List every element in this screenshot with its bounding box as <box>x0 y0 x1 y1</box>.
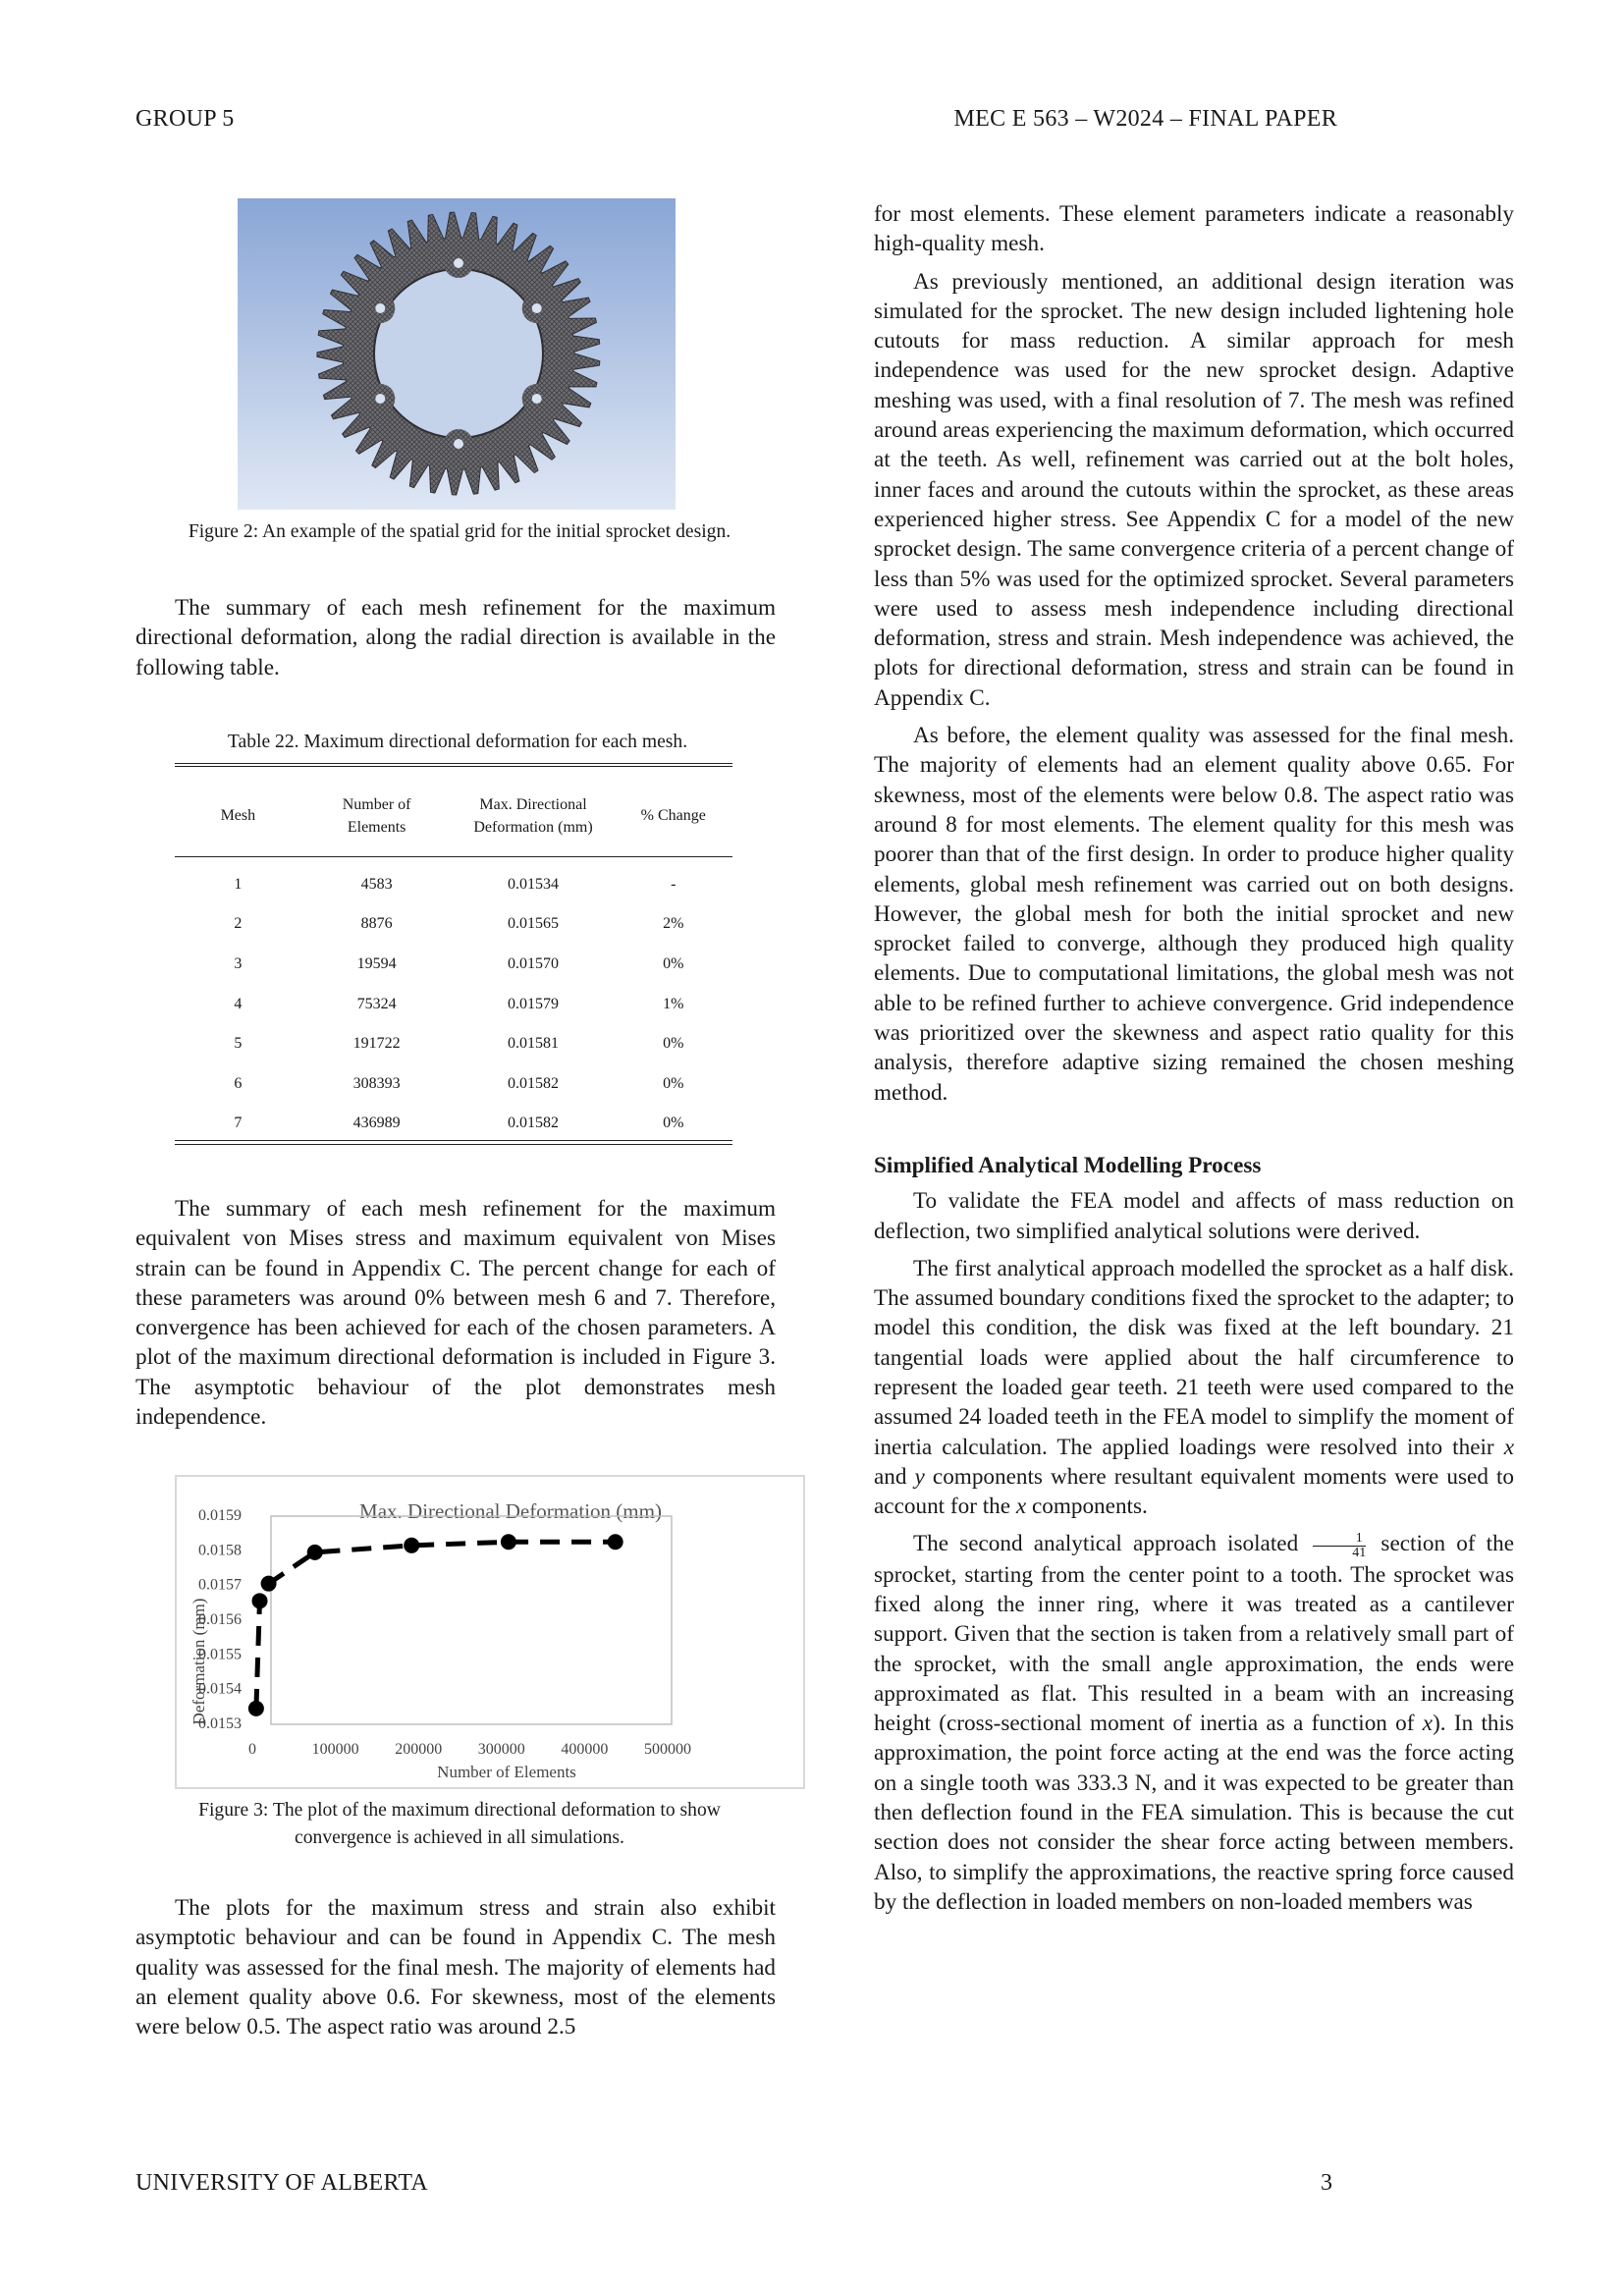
figure3-caption-line1: Figure 3: The plot of the maximum directional deformation to show <box>198 1800 721 1821</box>
paragraph: As before, the element quality was assessed for the final mesh. The majority of elements had an element quality above 0.65. For skewness, most of the elements were below 0.8. The aspect ratio was around 8 for most elements. The element quality for this mesh was poorer than that of the first design. In order to produce higher quality elements, global mesh refinement was carried out on both designs. However, the global mesh for both the initial sprocket and new sprocket failed to converge, although they produced high quality elements. Due to computational limitations, the global mesh was not able to be refined further to achieve convergence. Grid independence was prioritized over the skewness and aspect ratio quality for this analysis, therefore adaptive sizing remained the chosen meshing method. <box>874 723 1514 1106</box>
figure2-caption: Figure 2: An example of the spatial grid for the initial sprocket design. <box>188 521 731 542</box>
fraction <box>1313 1532 1366 1560</box>
chart-title: Max. Directional Deformation (mm) <box>359 1499 662 1523</box>
x-tick-label: 200000 <box>395 1741 443 1758</box>
table-cell: 1% <box>663 995 684 1012</box>
y-tick-label: 0.0156 <box>198 1611 242 1628</box>
table-cell: 2 <box>234 915 243 933</box>
var-x: x <box>1015 1494 1027 1520</box>
text-run: ). In this approximation, the point force acting at the end was the force acting on a single tooth was 333.3 N, and it was expected to be greater than then deflection found in the FEA simulation. This is because the cut section does not consider the shear force acting between members. Also, to simplify the approximations, the reactive spring force caused by the deflection in loaded members on non-loaded members was <box>874 1711 1514 1915</box>
var-x: x <box>1422 1711 1434 1737</box>
table-cell: 0.01581 <box>508 1035 560 1053</box>
data-point <box>608 1534 623 1550</box>
text-run: section of the sprocket, starting from the center point to a tooth. The sprocket was fixed along the inner ring, where it was treated as a cantilever support. Given that the section is taken from a relatively small part of the sprocket, with the small angle approximation, the ends were approximated as flat. This resulted in a beam with an increasing height (cross-sectional moment of inertia as a function of <box>874 1531 1514 1737</box>
header-left: GROUP 5 <box>135 106 235 132</box>
text-run: components where resultant equivalent moments were used to account for the <box>874 1463 1514 1520</box>
table-cell: 191722 <box>352 1035 401 1053</box>
fraction-numerator: 1 <box>1313 1532 1366 1547</box>
table-cell: 0% <box>663 1035 684 1053</box>
paragraph: for most elements. These element parameters indicate a reasonably high-quality mesh. <box>874 201 1514 257</box>
header-elements: Number of Elements <box>342 795 411 836</box>
y-tick-label: 0.0154 <box>198 1680 242 1698</box>
data-point <box>248 1701 264 1716</box>
x-tick-label: 0 <box>248 1741 256 1758</box>
var-y: y <box>914 1463 925 1490</box>
fraction-denominator: 41 <box>1352 1545 1367 1560</box>
table-cell: 0% <box>663 1115 684 1132</box>
y-tick-label: 0.0159 <box>198 1507 242 1524</box>
table-row <box>175 1104 732 1144</box>
text-run: components. <box>1026 1494 1148 1520</box>
chart-ylabel: Deformation (mm) <box>189 1598 208 1725</box>
chart-xlabel: Number of Elements <box>437 1763 576 1781</box>
table-cell: 4 <box>234 995 243 1012</box>
paragraph: The summary of each mesh refinement for the maximum equivalent von Mises stress and maximum equivalent von Mises strain can be found in Appendix C. The percent change for each of these parameters was around 0% between mesh 6 and 7. Therefore, convergence has been achieved for each of the chosen parameters. A plot of the maximum directional deformation is included in Figure 3. The asymptotic behaviour of the plot demonstrates mesh independence. <box>135 1196 776 1431</box>
table22-bottom-rule <box>175 1140 732 1145</box>
table-cell: 0.01565 <box>508 915 560 933</box>
table-row <box>175 984 732 1024</box>
x-tick-label: 100000 <box>311 1741 359 1758</box>
data-point <box>307 1545 323 1560</box>
series-line <box>256 1542 616 1709</box>
left-column-text-2 <box>135 1194 776 1432</box>
table-row <box>175 945 732 985</box>
figure3-caption <box>135 1797 784 1852</box>
x-tick-label: 500000 <box>644 1741 691 1758</box>
header-mesh: Mesh <box>220 807 256 825</box>
table-cell: 75324 <box>356 995 397 1012</box>
table-cell: 4583 <box>360 875 393 893</box>
table-row <box>175 1024 732 1064</box>
y-tick-label: 0.0158 <box>198 1542 242 1559</box>
table-cell: 436989 <box>352 1115 401 1132</box>
bolt-hole <box>375 303 385 313</box>
deformation-chart <box>175 1475 805 1789</box>
bolt-hole <box>454 258 463 268</box>
deformation-chart-svg <box>177 1477 803 1787</box>
table-cell: 2% <box>663 915 684 933</box>
table-cell: 6 <box>234 1074 243 1092</box>
table-row <box>175 904 732 945</box>
paragraph <box>874 1529 1514 1917</box>
header-deformation: Max. Directional Deformation (mm) <box>473 795 593 836</box>
table-cell: 0.01579 <box>508 995 560 1012</box>
header-right: MEC E 563 – W2024 – FINAL PAPER <box>953 106 1337 132</box>
section-heading: Simplified Analytical Modelling Process <box>874 1152 1262 1178</box>
text-run: The second analytical approach isolated <box>913 1531 1310 1557</box>
data-point <box>501 1534 516 1550</box>
data-point <box>404 1538 419 1553</box>
table-cell: 0.01582 <box>508 1115 560 1132</box>
sprocket-mesh-figure <box>238 198 676 510</box>
table-cell: 1 <box>234 875 243 893</box>
table-cell: 19594 <box>356 954 397 972</box>
table-cell: 7 <box>234 1115 243 1132</box>
data-point <box>252 1593 268 1608</box>
var-x: x <box>1503 1434 1514 1460</box>
bolt-hole <box>532 303 542 313</box>
x-tick-label: 300000 <box>477 1741 525 1758</box>
sprocket-inner-hole <box>374 269 543 438</box>
bolt-hole <box>375 394 385 404</box>
paragraph <box>874 1254 1514 1522</box>
table-row <box>175 865 732 905</box>
text-run: The first analytical approach modelled the sprocket as a half disk. The assumed boundary conditions fixed the sprocket to the adapter; to model this condition, the disk was fixed at the left boundary. 21 tangential loads were applied about the half circumference to represent the loaded gear teeth. 21 teeth were used compared to the assumed 24 loaded teeth in the FEA model to simplify the moment of inertia calculation. The applied loadings were resolved into their <box>874 1255 1514 1460</box>
sprocket-mesh-image <box>238 198 676 510</box>
table-row <box>175 1063 732 1104</box>
paragraph: To validate the FEA model and affects of mass reduction on deflection, two simplified analytical solutions were derived. <box>874 1188 1514 1244</box>
y-tick-label: 0.0155 <box>198 1646 242 1663</box>
y-tick-label: 0.0153 <box>198 1715 242 1732</box>
left-column-text-3 <box>135 1893 776 2041</box>
figure3-caption-line2: convergence is achieved in all simulations. <box>295 1827 624 1848</box>
table-cell: 308393 <box>352 1074 401 1092</box>
table-cell: 5 <box>234 1035 243 1053</box>
x-tick-label: 400000 <box>561 1741 609 1758</box>
table22-top-rule <box>175 763 732 767</box>
table-cell: 3 <box>234 954 243 972</box>
table22-caption: Table 22. Maximum directional deformation for each mesh. <box>227 732 688 752</box>
header-change: % Change <box>640 807 706 825</box>
page-number: 3 <box>1321 2170 1333 2196</box>
footer-left: UNIVERSITY OF ALBERTA <box>135 2170 429 2196</box>
table-cell: 0.01582 <box>508 1074 560 1092</box>
bolt-hole <box>532 394 542 404</box>
y-tick-label: 0.0157 <box>198 1576 242 1594</box>
table-cell: 0% <box>663 1074 684 1092</box>
table-cell: 0.01534 <box>508 875 560 893</box>
table-cell: 0% <box>663 954 684 972</box>
table-cell: - <box>671 875 677 893</box>
paragraph: As previously mentioned, an additional design iteration was simulated for the sprocket. The new design included lightening hole cutouts for mass reduction. A similar approach for mesh independence was used for the new sprocket design. Adaptive meshing was used, with a final resolution of 7. The mesh was refined around areas experiencing the maximum deformation, which occurred at the teeth. As well, refinement was carried out at the bolt holes, inner faces and around the cutouts within the sprocket, as these areas experienced higher stress. See Appendix C for a model of the new sprocket design. The same convergence criteria of a percent change of less than 5% was used for the optimized sprocket. Several parameters were used to assess mesh independence including directional deformation, stress and strain. Mesh independence was achieved, the plots for directional deformation, stress and strain can be found in Appendix C. <box>874 268 1514 711</box>
data-point <box>261 1576 277 1592</box>
text-run: and <box>874 1463 915 1490</box>
left-column-text-1 <box>135 593 776 682</box>
deformation-table <box>175 776 732 1144</box>
bolt-hole <box>454 439 463 449</box>
table-cell: 0.01570 <box>508 954 560 972</box>
right-column-text <box>874 199 1514 1917</box>
paragraph: The plots for the maximum stress and strain also exhibit asymptotic behaviour and can be found in Appendix C. The mesh quality was assessed for the final mesh. The majority of elements had an element quality above 0.6. For skewness, most of the elements were below 0.5. The aspect ratio was around 2.5 <box>135 1895 776 2040</box>
paragraph: The summary of each mesh refinement for the maximum directional deformation, along the radial direction is available in the following table. <box>135 595 776 680</box>
table-cell: 8876 <box>360 915 393 933</box>
